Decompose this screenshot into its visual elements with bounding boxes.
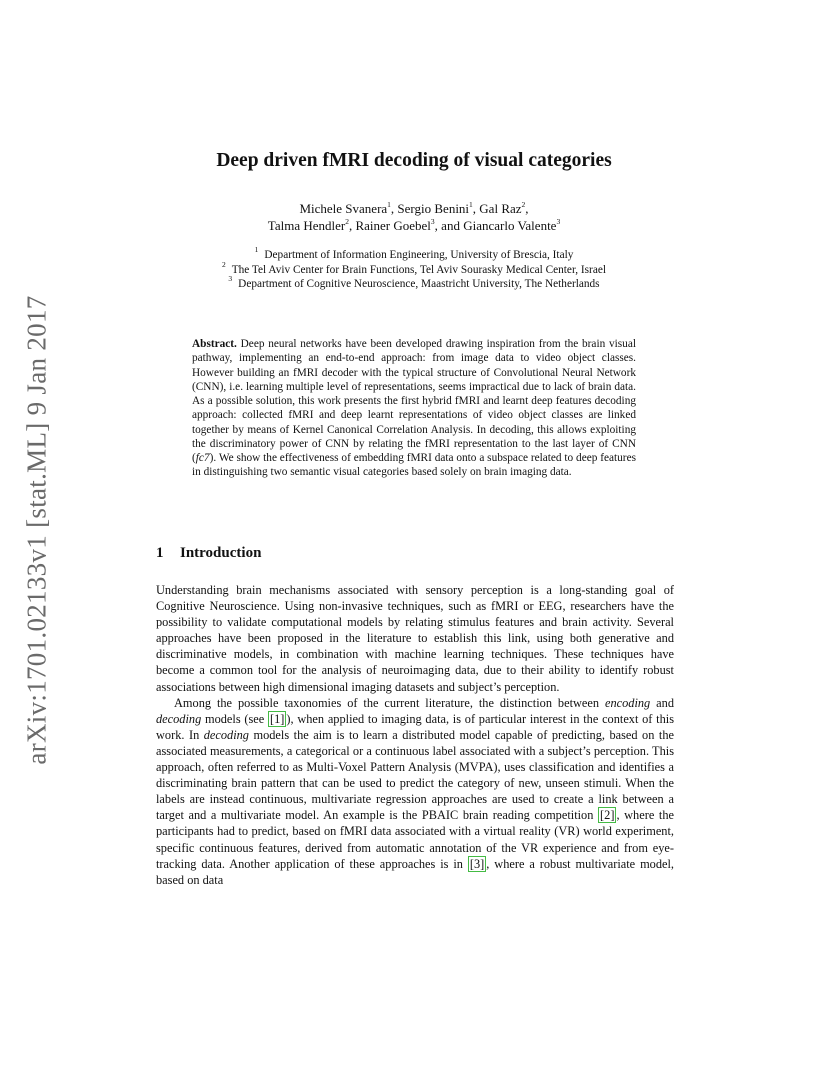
affiliation-text: Department of Information Engineering, University of Brescia, Italy	[264, 249, 574, 261]
affiliation-text: The Tel Aviv Center for Brain Functions, Tel Aviv Sourasky Medical Center, Israel	[231, 263, 606, 276]
abstract-emphasis: fc7	[195, 452, 210, 464]
author-list	[0, 200, 828, 234]
affiliation-text: Department of Cognitive Neuroscience, Maastricht University, The Netherlands	[238, 278, 600, 290]
arxiv-sidebar-stamp	[17, 292, 57, 768]
author-affil-mark: 2	[521, 199, 526, 209]
separator: ,	[390, 201, 398, 216]
author-name: Rainer Goebel	[355, 218, 431, 233]
author-affil-mark: 2	[345, 216, 349, 226]
emphasis: decoding	[156, 711, 202, 726]
text-run: ), when applied to imaging data, is of particular interest in the context of this work. In	[156, 711, 674, 742]
citation-link[interactable]: [3]	[469, 856, 485, 871]
author-affil-mark: 1	[469, 199, 473, 209]
author-name: Talma Hendler	[267, 218, 346, 233]
citation-link[interactable]: [2]	[600, 808, 615, 823]
text-run: models (see	[201, 711, 268, 726]
section-title: Introduction	[180, 545, 262, 561]
arxiv-id-text: arXiv:1701.02133v1 [stat.ML] 9 Jan 2017	[21, 295, 52, 765]
text-run: , where the participants had to predict, based on fMRI data associated with a virtual reality (VR) world experiment, specific continuous features, derived from automatic annotation of the VR experience and from eye-tracking data. Another application of these approaches is in	[156, 808, 674, 871]
section-number: 1	[156, 545, 164, 561]
affiliation-mark: 3	[228, 274, 233, 284]
paragraph: Understanding brain mechanisms associated with sensory perception is a long-standing goal of Cognitive Neuroscience. Using non-invasive techniques, such as fMRI or EEG, researchers have the possibility to validate computational models by relating stimulus features and brain activity. Several approaches have been proposed in the literature to establish this link, using both generative and discriminative models, in combination with machine learning techniques. These techniques have become a common tool for the analysis of neuroimaging data, due to their ability to identify robust associations between high dimensional imaging datasets and subject’s perception.	[156, 583, 674, 694]
author-name: Gal Raz	[479, 201, 522, 216]
affiliation-item	[0, 274, 828, 292]
abstract-text: Deep neural networks have been developed drawing inspiration from the brain visual pathway, implementing an end-to-end approach: from image data to video object classes. However building an fMRI decoder with the typical structure of Convolutional Neural Network (CNN), i.e. learning multiple level of representations, seems impractical due to lack of brain data. As a possible solution, this work presents the first hybrid fMRI and learnt deep features decoding approach: collected fMRI and deep learnt representations of video object classes are linked together by means of Kernel Canonical Correlation Analysis. In decoding, this allows exploiting the discriminatory power of CNN by relating the fMRI representation to the last layer of CNN (	[192, 338, 636, 464]
body-text	[156, 582, 674, 888]
affiliation-list	[0, 245, 828, 292]
citation-link[interactable]: [1]	[270, 711, 285, 726]
emphasis: encoding	[604, 695, 651, 710]
author-name: Giancarlo Valente	[463, 218, 557, 233]
author-affil-mark: 1	[387, 199, 391, 209]
author-name: Michele Svanera	[299, 201, 388, 216]
affiliation-item	[0, 245, 828, 263]
abstract-label: Abstract.	[192, 338, 237, 350]
text-run: models the aim is to learn a distributed model capable of predicting, based on the associated measurements, a categorical or a continuous label associated with a subject’s perception. This approach, often referred to as Multi-Voxel Pattern Analysis (MVPA), uses classification and identifies a discriminating brain pattern that can be used to predict the category of new, unseen stimuli. When the labels are instead continuous, multivariate regression approaches are used to create a link between a target and a multivariate model. An example is the PBAIC brain reading competition	[156, 727, 674, 823]
affiliation-mark: 2	[222, 259, 226, 269]
separator: ,	[525, 201, 529, 216]
separator: ,	[472, 201, 480, 216]
paragraph	[156, 695, 674, 888]
section-heading	[156, 545, 261, 562]
affiliation-item	[0, 259, 828, 278]
author-affil-mark: 3	[556, 216, 561, 226]
text-run: , where a robust multivariate model, based on data	[156, 856, 675, 887]
abstract	[192, 337, 636, 480]
separator: , and	[434, 218, 464, 233]
emphasis: decoding	[203, 727, 249, 742]
paper-title: Deep driven fMRI decoding of visual categories	[216, 150, 612, 171]
text-run: and	[650, 695, 674, 710]
author-name: Sergio Benini	[397, 201, 470, 216]
affiliation-mark: 1	[254, 245, 259, 255]
abstract-text: ). We show the effectiveness of embedding fMRI data onto a subspace related to deep features in distinguishing two semantic visual categories based solely on brain imaging data.	[192, 452, 636, 479]
author-affil-mark: 3	[430, 216, 435, 226]
text-run: Among the possible taxonomies of the current literature, the distinction between	[174, 695, 605, 710]
separator: ,	[348, 218, 356, 233]
